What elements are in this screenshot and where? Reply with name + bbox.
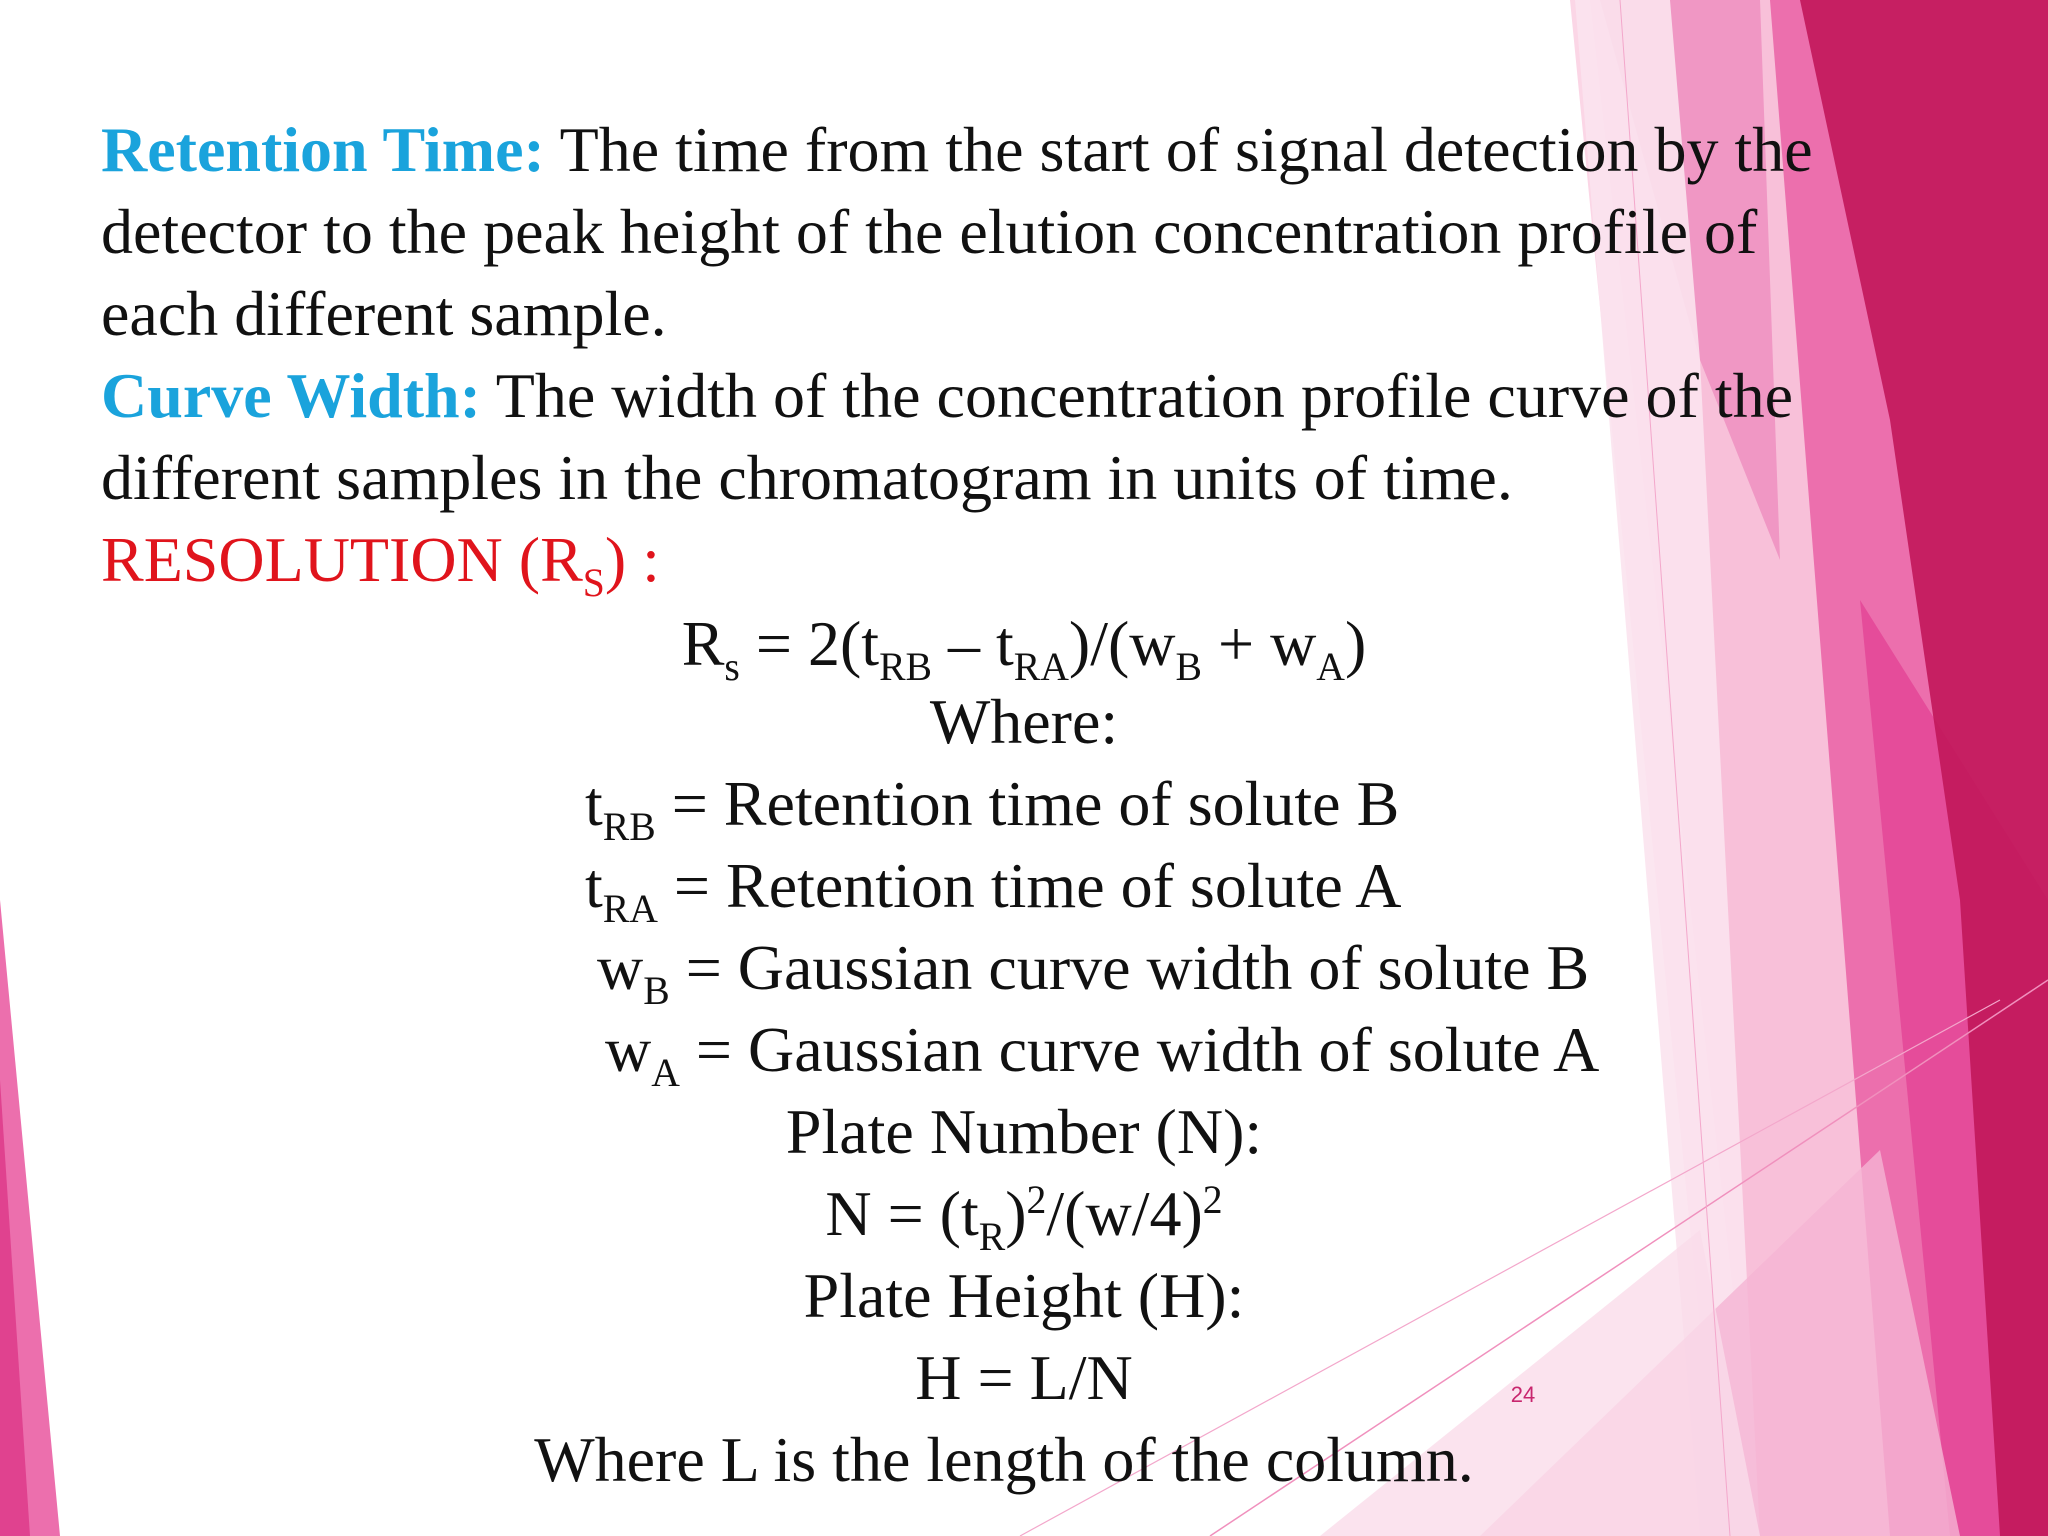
- plate-height-heading: Plate Height (H):: [803, 1260, 1245, 1331]
- variable-tra-definition: $t_{RA}$ = Retention time of solute A: [585, 850, 1402, 932]
- slide-number: 24: [1510, 1382, 1536, 1407]
- where-label: Where:: [929, 686, 1119, 757]
- resolution-equation: $R_s = 2(t_{RB} - t_{RA})/(w_B + w_A)$: [681, 608, 1367, 690]
- plate-height-equation: H = L/N: [915, 1342, 1133, 1413]
- column-length-footnote: Where L is the length of the column.: [534, 1424, 1474, 1495]
- curve-width-term: Curve Width:: [101, 360, 481, 431]
- variable-wa-definition: $w_A$ = Gaussian curve width of solute A: [605, 1014, 1600, 1096]
- retention-time-line-3: each different sample.: [101, 278, 667, 349]
- retention-time-term: Retention Time:: [101, 114, 545, 185]
- retention-time-line-1: [101, 110, 1813, 190]
- plate-number-heading: Plate Number (N):: [785, 1096, 1263, 1167]
- curve-width-text-1: The width of the concentration profile curve of the: [480, 360, 1794, 431]
- resolution-heading: RESOLUTION $(R_S)$ :: [101, 524, 660, 606]
- retention-time-line-2: detector to the peak height of the elution concentration profile of: [101, 196, 1758, 267]
- curve-width-line-1: [101, 356, 1793, 436]
- curve-width-line-2: different samples in the chromatogram in units of time.: [101, 442, 1513, 513]
- variable-trb-definition: $t_{RB}$ = Retention time of solute B: [585, 768, 1400, 850]
- plate-number-equation: $N = (t_R)^2/(w/4)^2$: [825, 1178, 1223, 1260]
- variable-wb-definition: $w_B$ = Gaussian curve width of solute B: [597, 932, 1590, 1014]
- retention-time-text-1: The time from the start of signal detection by the: [544, 114, 1813, 185]
